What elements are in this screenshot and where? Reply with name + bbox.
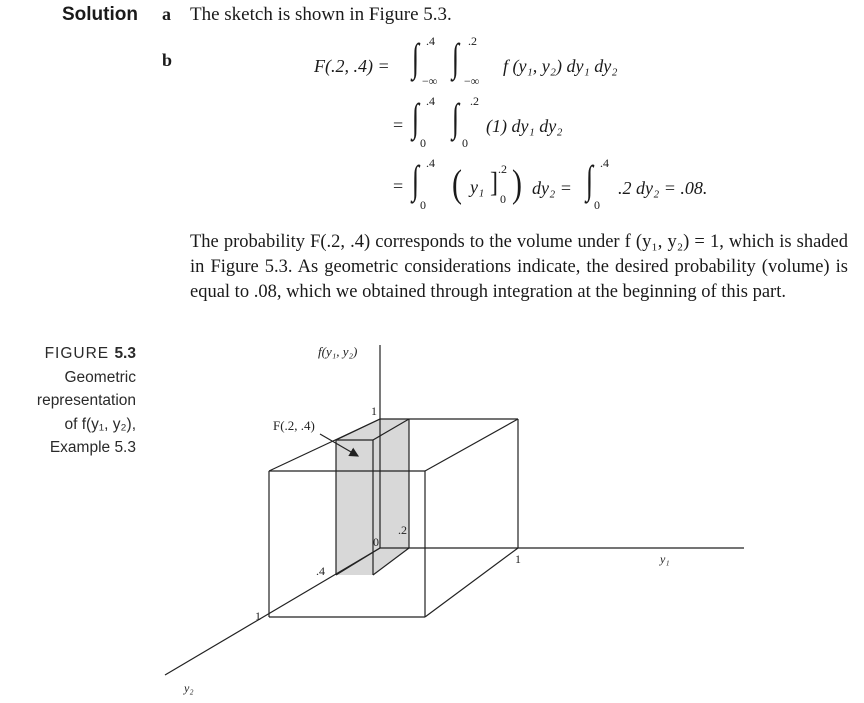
part-a-letter: a [162,4,171,24]
box-edge [425,419,518,471]
eq3-equals: = [393,176,404,196]
integral-sign: ∫ [451,35,460,80]
figure-caption-line2: representation [36,392,136,409]
eq2-equals: = [393,115,404,135]
region-label: F(.2, .4) [273,418,315,433]
integral-sign: ∫ [411,35,420,80]
tick-y2-point4: .4 [316,564,325,578]
solution-label: Solution [62,4,138,25]
eq3-int2-lower: 0 [594,198,600,212]
integral-sign: ∫ [411,157,420,202]
figure-caption-label: FIGURE [44,345,110,362]
eq3-outer-upper: .4 [426,156,435,170]
tick-y1-point2: .2 [398,523,407,537]
eq3-mid: dy₂ = [532,178,572,198]
eq1-inner-upper: .2 [468,34,477,48]
integral-sign: ∫ [451,95,460,140]
eq1-inner-lower: −∞ [464,74,480,88]
z-axis-label: f(y₁, y₂) [318,344,358,359]
tick-y2-one: 1 [255,609,261,623]
part-a-text: The sketch is shown in Figure 5.3. [190,4,452,25]
eq-line1-lhs: F(.2, .4) = [314,56,390,76]
tick-y1-one: 1 [515,552,521,566]
left-paren: ( [452,162,462,206]
eq1-integrand: f (y₁, y₂) dy₁ dy₂ [503,56,618,76]
right-paren: ) [512,162,522,206]
eq2-inner-lower: 0 [462,136,468,150]
eq1-outer-upper: .4 [426,34,435,48]
tick-top-one: 1 [371,404,377,418]
explanation-paragraph: The probability F(.2, .4) corresponds to the volume under f (y₁, y₂) = 1, which is shaded in Figure 5.3. As geometric considerations indicate, the desired probability (volume) is equal to .08, which we obtained through integration at the beginning of this part. [190,232,848,302]
y1-axis-label: y₁ [660,552,670,566]
eq2-inner-upper: .2 [470,94,479,108]
eval-bracket: ] [490,167,498,199]
eq3-int2-upper: .4 [600,156,609,170]
eq3-outer-lower: 0 [420,198,426,212]
tick-origin: 0 [373,535,379,549]
eq3-bracket-lower: 0 [500,192,506,206]
eq3-result: .2 dy₂ = .08. [618,178,708,198]
figure-caption-line1: Geometric [64,368,136,386]
y2-axis-label: y₂ [184,681,194,695]
eq3-bracket-var: y₁ [470,177,485,197]
y2-axis [165,548,380,675]
figure-caption-line3: of f(y₁, y₂), [64,415,136,433]
integral-sign: ∫ [585,157,594,202]
eq1-outer-lower: −∞ [422,74,438,88]
eq2-outer-lower: 0 [420,136,426,150]
eq2-outer-upper: .4 [426,94,435,108]
eq2-integrand: (1) dy₁ dy₂ [486,116,563,136]
figure-caption-number: 5.3 [114,345,136,362]
figure-caption-line4: Example 5.3 [49,439,136,456]
part-b-letter: b [162,50,173,70]
eq3-bracket-upper: .2 [498,162,507,176]
box-edge [425,548,518,617]
integral-sign: ∫ [411,95,420,140]
